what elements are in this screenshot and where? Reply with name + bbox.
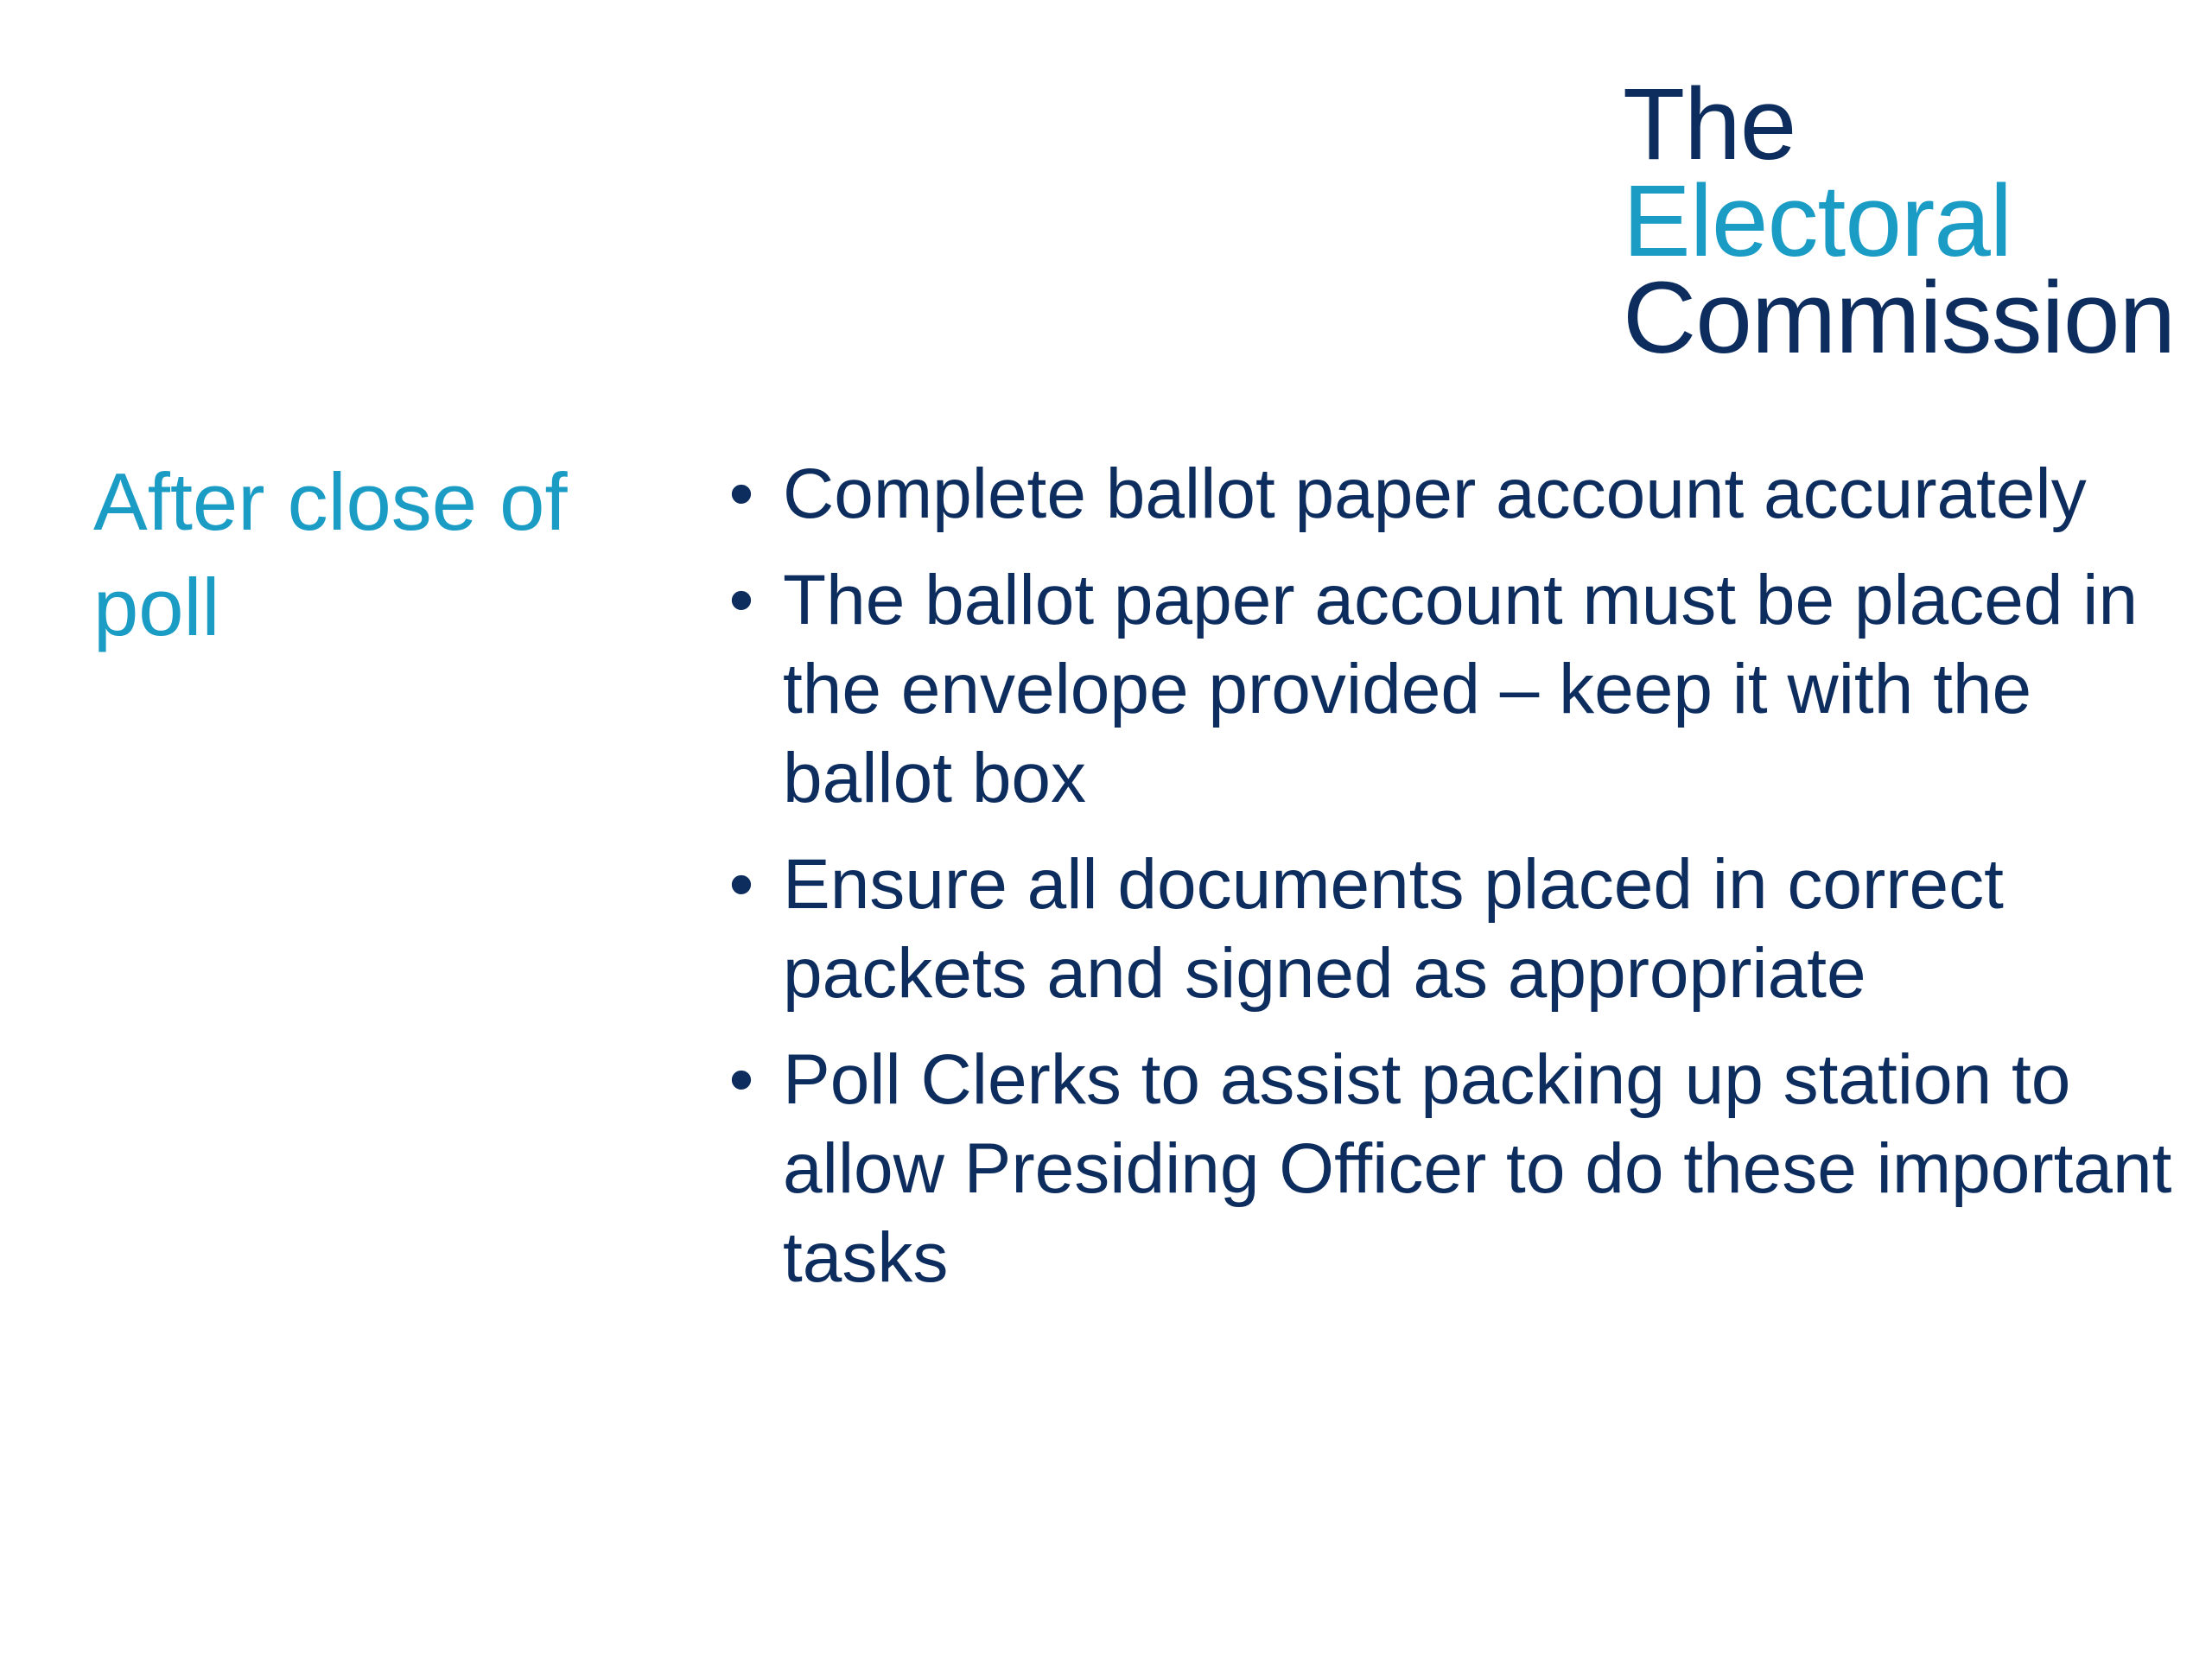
bullet-point-icon: •: [728, 454, 754, 533]
section-title: After close of poll: [93, 456, 568, 652]
bullet-list: [724, 449, 2193, 1319]
bullet-point-icon: •: [728, 845, 754, 924]
bullet-text: Complete ballot paper account accurately: [783, 454, 2087, 533]
bullet-text: Poll Clerks to assist packing up station to allow Presiding Officer to do these important tasks: [783, 1040, 2172, 1297]
bullet-point-icon: •: [728, 1040, 754, 1119]
bullet-item: [724, 449, 2193, 538]
logo-line-electoral: Electoral: [1623, 164, 2012, 278]
electoral-commission-logo: [1623, 67, 2176, 375]
bullet-point-icon: •: [728, 561, 754, 639]
bullet-item: [724, 840, 2193, 1018]
bullet-text: The ballot paper account must be placed in the envelope provided – keep it with the ballot box: [783, 561, 2139, 817]
bullet-item: [724, 556, 2193, 823]
bullet-text: Ensure all documents placed in correct packets and signed as appropriate: [783, 845, 2004, 1013]
logo-line-commission: Commission: [1623, 261, 2176, 375]
bullet-item: [724, 1035, 2193, 1302]
logo-line-the: The: [1623, 67, 1796, 181]
